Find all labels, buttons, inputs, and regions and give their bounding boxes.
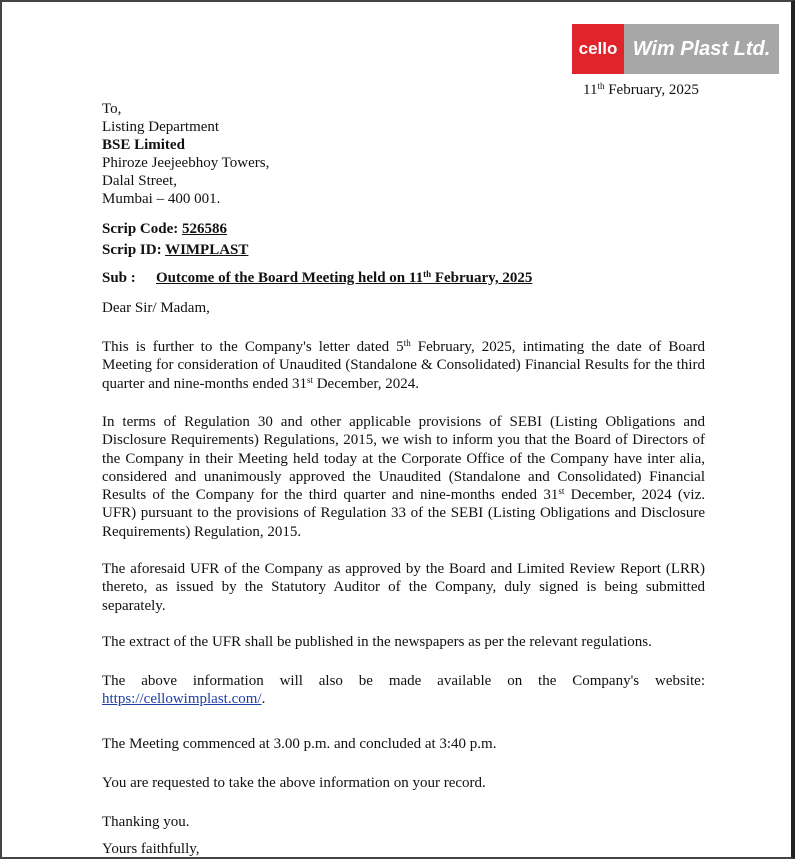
closing-yours: Yours faithfully, — [102, 841, 200, 857]
para1-sup1: th — [403, 338, 411, 348]
address-company: BSE Limited — [102, 137, 185, 153]
scrip-code-value: 526586 — [182, 221, 227, 237]
paragraph-7: You are requested to take the above information on your record. — [102, 775, 486, 791]
date-day: 11 — [583, 82, 598, 98]
company-logo — [572, 24, 779, 74]
para2-sup: st — [558, 486, 565, 497]
logo-company-name: Wim Plast Ltd. — [624, 24, 779, 74]
paragraph-1 — [102, 338, 705, 393]
website-link[interactable]: https://cellowimplast.com/ — [102, 691, 262, 708]
subject-text-b: February, 2025 — [431, 270, 533, 286]
scrip-id-value: WIMPLAST — [165, 242, 249, 258]
logo-brand-mark: cello — [572, 24, 624, 74]
subject-label: Sub : — [102, 270, 136, 286]
scrip-id-label: Scrip ID: — [102, 242, 166, 258]
salutation: Dear Sir/ Madam, — [102, 300, 210, 316]
date-month-year: February, 2025 — [604, 82, 699, 98]
address-to: To, — [102, 101, 122, 117]
subject-text — [156, 270, 532, 286]
subject-line — [102, 270, 532, 287]
address-department: Listing Department — [102, 119, 220, 135]
para2-a: In terms of Regulation 30 and other applicable provisions of SEBI (Listing Obligations and Disclosure Requirements) Regulations, 2015, we wish to inform you that the Board of Directors of the Company in their Meeting held today at the Corporate Office of the Company have inter alia, considered and unanimously approved the Unaudited (Standalone and Consolidated) Financial Results of the Company for the third quarter and nine-months ended 31 — [102, 414, 705, 504]
letter-date — [583, 82, 699, 99]
para2-b: December, 2024 (viz. UFR) pursuant to the provisions of Regulation 33 of the SEBI (Listing Obligations and Disclosure Requirements) Regulation, 2015. — [102, 487, 705, 540]
para5-period: . — [261, 691, 266, 708]
subject-sup: th — [423, 269, 432, 279]
address-line-1: Phiroze Jeejeebhoy Towers, — [102, 155, 270, 171]
paragraph-3: The aforesaid UFR of the Company as approved by the Board and Limited Review Report (LRR) thereto, as issued by the Statutory Auditor of the Company, duly signed is being submitted separately. — [102, 561, 705, 614]
subject-text-a: Outcome of the Board Meeting held on 11 — [156, 270, 424, 286]
scrip-id — [102, 241, 248, 259]
para1-c: December, 2024. — [312, 375, 419, 392]
para5-text: The above information will also be made available on the Company's website: — [102, 673, 705, 689]
paragraph-6: The Meeting commenced at 3.00 p.m. and concluded at 3:40 p.m. — [102, 736, 497, 752]
para1-sup2: st — [306, 374, 313, 385]
date-suffix: th — [597, 81, 605, 91]
scrip-code-label: Scrip Code: — [102, 221, 182, 237]
paragraph-2 — [102, 413, 705, 541]
paragraph-5 — [102, 672, 705, 709]
paragraph-4: The extract of the UFR shall be published in the newspapers as per the relevant regulations. — [102, 634, 652, 650]
address-line-2: Dalal Street, — [102, 173, 177, 189]
address-line-3: Mumbai – 400 001. — [102, 191, 221, 207]
para1-b: February, 2025, intimating the date of Board Meeting for consideration of Unaudited (Standalone & Consolidated) Financial Results for the third quarter and nine-months ended 31 — [102, 339, 705, 392]
scrip-code — [102, 220, 227, 238]
closing-thanks: Thanking you. — [102, 814, 190, 830]
para1-a: This is further to the Company's letter dated 5 — [102, 339, 404, 355]
